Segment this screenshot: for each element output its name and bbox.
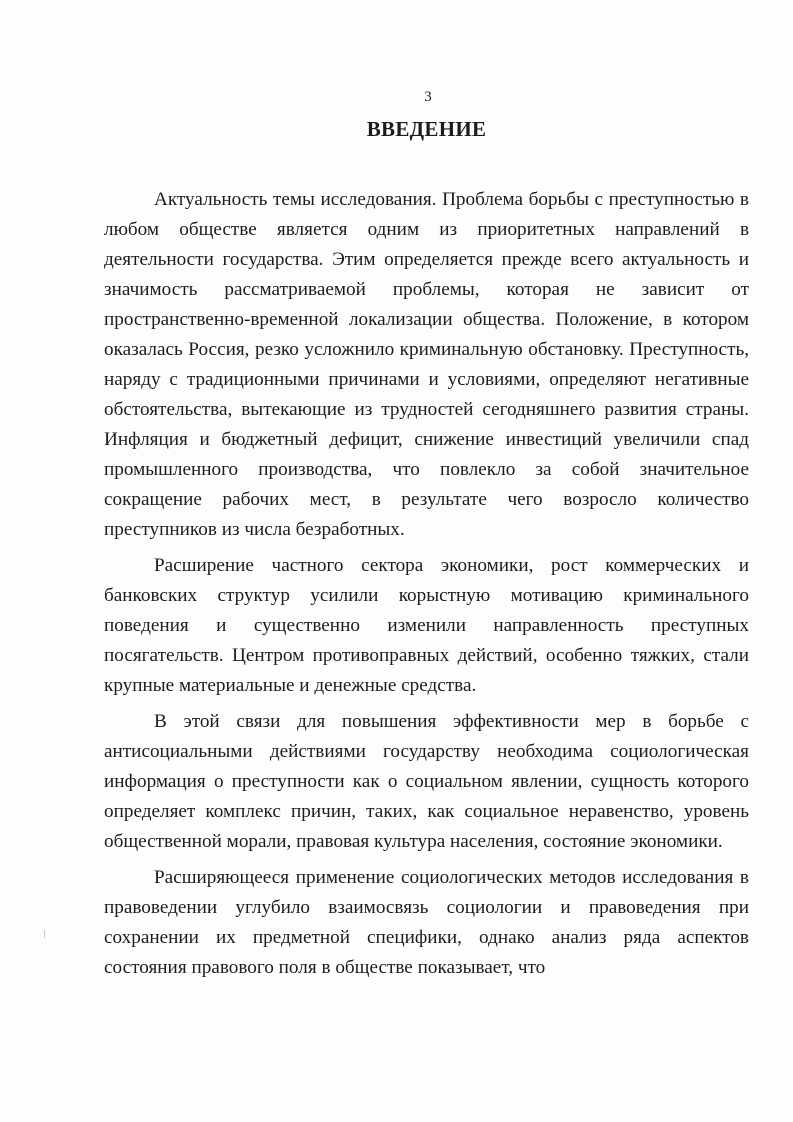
paragraph-1: Актуальность темы исследования. Проблема борьбы с преступностью в любом обществе является одним из приоритетных направлений в деятельности государства. Этим определяется прежде всего актуальность и значимость рассматриваемой проблемы, которая не зависит от пространственно-временной локализации общества. Положение, в котором оказалась Россия, резко усложнило криминальную обстановку. Преступность, наряду с традиционными причинами и условиями, определяют негативные обстоятельства, вытекающие из трудностей сегодняшнего развития страны. Инфляция и бюджетный дефицит, снижение инвестиций увеличили спад промышленного производства, что повлекло за собой значительное сокращение рабочих мест, в результате чего возросло количество преступников из числа безработных. [104,189,749,540]
body-text [104,185,749,989]
scan-speck [44,930,45,938]
page-number: 3 [424,89,432,105]
paragraph-4: Расширяющееся применение социологических методов исследования в правоведении углубило взаимосвязь социологии и правоведения при сохранении их предметной специфики, однако анализ ряда аспектов состояния правового поля в обществе показывает, что [104,867,749,978]
paragraph-2: Расширение частного сектора экономики, рост коммерческих и банковских структур усилили корыстную мотивацию криминального поведения и существенно изменили направленность преступных посягательств. Центром противоправных действий, особенно тяжких, стали крупные материальные и денежные средства. [104,555,749,696]
page-title: ВВЕДЕНИЕ [366,117,487,141]
paragraph-3: В этой связи для повышения эффективности мер в борьбе с антисоциальными действиями государству необходима социологическая информация о преступности как о социальном явлении, сущность которого определяет комплекс причин, таких, как социальное неравенство, уровень общественной морали, правовая культура населения, состояние экономики. [104,711,749,852]
